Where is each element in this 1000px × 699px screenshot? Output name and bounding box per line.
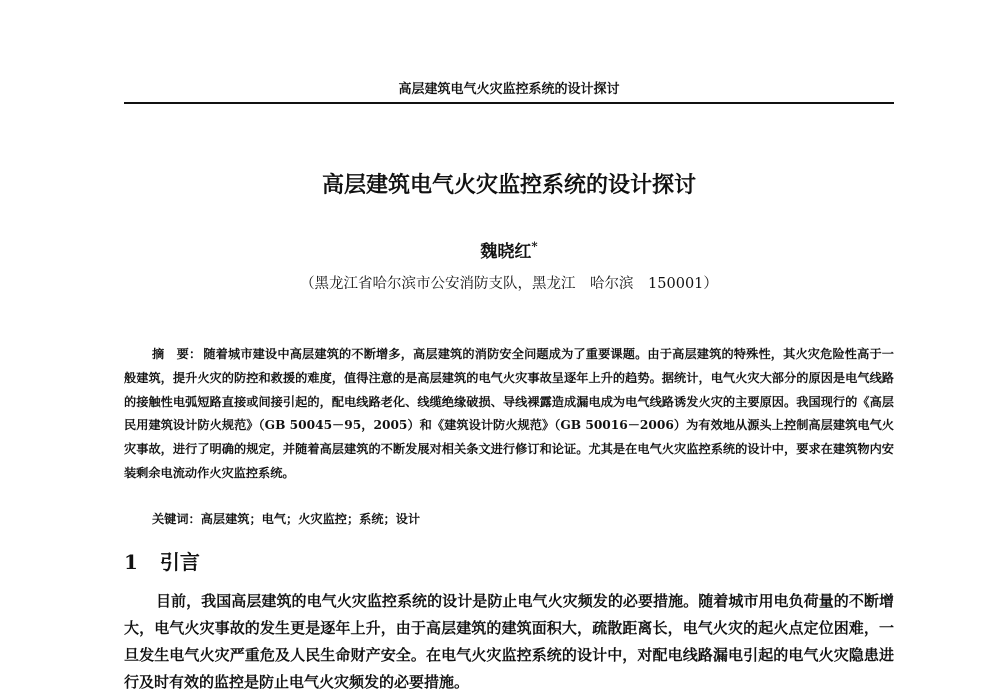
abstract [124, 343, 894, 486]
author-name: 魏晓红 [480, 242, 532, 262]
author [124, 237, 894, 262]
section-title: 引言 [159, 550, 200, 574]
abstract-label: 摘 要： [152, 347, 202, 361]
keywords [152, 510, 894, 527]
keywords-label: 关键词： [152, 512, 201, 526]
body-paragraph: 目前，我国高层建筑的电气火灾监控系统的设计是防止电气火灾频发的必要措施。随着城市用电负荷量的不断增大，电气火灾事故的发生更是逐年上升，由于高层建筑的建筑面积大，疏散距离长，电气火灾的起火点定位困难，一旦发生电气火灾严重危及人民生命财产安全。在电气火灾监控系统的设计中，对配电线路漏电引起的电气火灾隐患进行及时有效的监控是防止电气火灾频发的必要措施。 [124, 592, 894, 691]
section-number: 1 [124, 550, 138, 574]
header-rule [124, 102, 894, 104]
author-affiliation: （黑龙江省哈尔滨市公安消防支队，黑龙江 哈尔滨 150001） [300, 276, 718, 292]
paper-title: 高层建筑电气火灾监控系统的设计探讨 [321, 173, 696, 198]
abstract-text: 随着城市建设中高层建筑的不断增多，高层建筑的消防安全问题成为了重要课题。由于高层建筑的特殊性，其火灾危险性高于一般建筑，提升火灾的防控和救援的难度，值得注意的是高层建筑的电气火灾事故呈逐年上升的趋势。据统计，电气火灾大部分的原因是电气线路的接触性电弧短路直接或间接引起的，配电线路老化、线缆绝缘破损、导线裸露造成漏电成为电气线路诱发火灾的主要原因。我国现行的《高层民用建筑设计防火规范》（GB 50045－95，2005）和《建筑设计防火规范》（GB 50016－2006）为有效地从源头上控制高层建筑电气火灾事故，进行了明确的规定，并随着高层建筑的不断发展对相关条文进行修订和论证。尤其是在电气火灾监控系统的设计中，要求在建筑物内安装剩余电流动作火灾监控系统。 [124, 347, 894, 480]
section-heading [124, 546, 200, 575]
author-footnote-mark: * [531, 239, 538, 254]
keywords-text: 高层建筑；电气；火灾监控；系统；设计 [200, 512, 421, 526]
running-head: 高层建筑电气火灾监控系统的设计探讨 [398, 82, 620, 97]
